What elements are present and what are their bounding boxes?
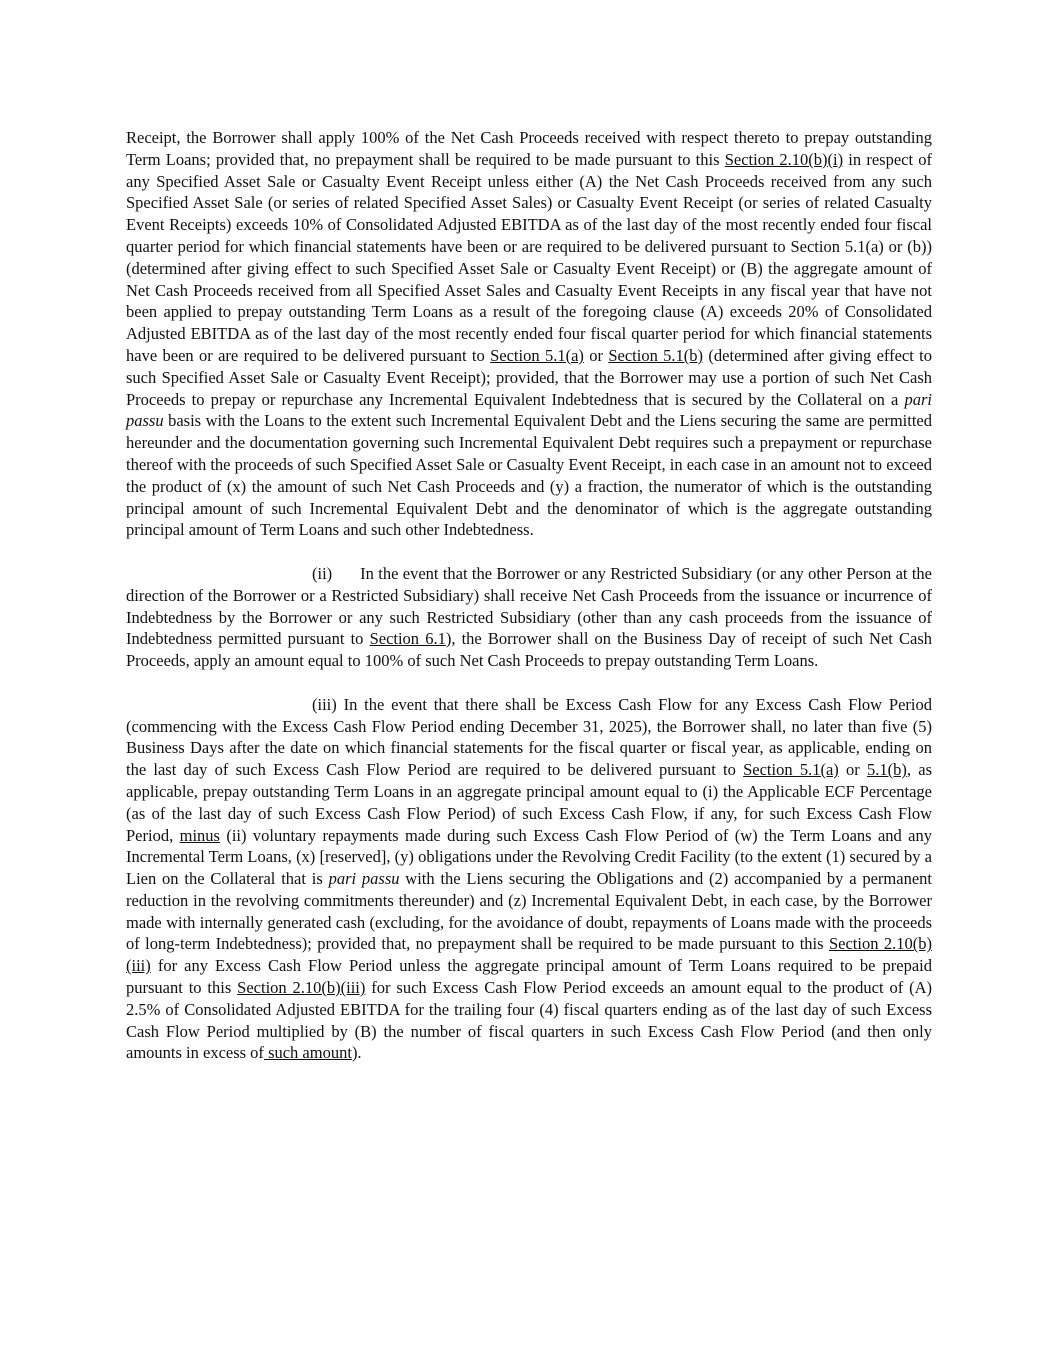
text-run: in respect of any Specified Asset Sale or Casualty Event Receipt unless either (A) the Net Cash Proceeds received from any such Specified Asset Sale (or series of related Specified Asset Sales) or Casualty Event Receipt (or series of related Casualty Event Receipts) exceeds 10% of Consolidated Adjusted EBITDA as of the last day of the most recently ended four fiscal quarter period for which financial statements have been or are required to be delivered pursuant to Section 5.1(a) or (b)) (determined after giving effect to such Specified Asset Sale or Casualty Event Receipt) or (B) the aggregate amount of Net Cash Proceeds received from all Specified Asset Sales and Casualty Event Receipts in any fiscal year that have not been applied to prepay outstanding Term Loans as a result of the foregoing clause (A) exceeds 20% of Consolidated Adjusted EBITDA as of the last day of the most recently ended four fiscal quarter period for which financial statements have been or are required to be delivered pursuant to <box>126 149 933 365</box>
paragraph-spacer <box>126 672 932 694</box>
text-run: for such Excess Cash Flow Period exceeds an amount equal to the product of (A) 2.5% of Consolidated Adjusted EBITDA for the trailing four (4) fiscal quarters ending as of the last day of such Excess Cash Flow Period multiplied by (B) the number of fiscal quarters in such Excess Cash Flow Period (and then only amounts in excess of <box>126 978 932 1063</box>
text-run: or <box>583 345 609 365</box>
text-run: (ii) voluntary repayments made during such Excess Cash Flow Period of (w) the Term Loans and any Incremental Term Loans, (x) [reserved], (y) obligations under the Revolving Credit Facility (to the extent (1) secured by a Lien on the Collateral that is <box>126 825 932 889</box>
paragraph-spacer <box>126 541 932 563</box>
clause-number: (ii) <box>312 563 333 583</box>
paragraph-asset-sale-prepayment <box>126 127 932 541</box>
text-run: (iii) In the event that there shall be Excess Cash Flow for any Excess Cash Flow Period (commencing with the Excess Cash Flow Period ending December 31, 2025), the Borrower shall, no later than five (5) Business Days after the date on which financial statements for the fiscal quarter or fiscal year, as applicable, ending on the last day of such Excess Cash Flow Period are required to be delivered pursuant to <box>126 694 932 780</box>
text-run: In the event that the Borrower or any Restricted Subsidiary (or any other Person at the direction of the Borrower or a Restricted Subsidiary) shall receive Net Cash Proceeds from the issuance or incurrence of Indebtedness by the Borrower or any such Restricted Subsidiary (other than any cash proceeds from the issuance of Indebtedness permitted pursuant to <box>126 563 932 649</box>
paragraph-excess-cash-flow <box>126 694 932 1065</box>
text-run: ). <box>351 1043 362 1063</box>
text-run: ), the Borrower shall on the Business Day of receipt of such Net Cash Proceeds, apply an amount equal to 100% of such Net Cash Proceeds to prepay outstanding Term Loans. <box>126 629 932 671</box>
italic-term: pari passu <box>126 389 932 431</box>
section-reference: 5.1(b) <box>867 760 907 780</box>
text-run: basis with the Loans to the extent such Incremental Equivalent Debt and the Liens securing the same are permitted hereunder and the documentation governing such Incremental Equivalent Debt requires such a prepayment or repurchase thereof with the proceeds of such Specified Asset Sale or Casualty Event Receipt, in each case in an amount not to exceed the product of (x) the amount of such Net Cash Proceeds and (y) a fraction, the numerator of which is the outstanding principal amount of such Incremental Equivalent Debt and the denominator of which is the aggregate outstanding principal amount of Term Loans and such other Indebtedness. <box>126 411 932 540</box>
section-reference: Section 5.1(a) <box>490 345 584 365</box>
paragraph-debt-issuance-prepayment <box>126 563 932 672</box>
text-run: (determined after giving effect to such Specified Asset Sale or Casualty Event Receipt); provided, that the Borrower may use a portion of such Net Cash Proceeds to prepay or repurchase any Incremental Equivalent Indebtedness that is secured by the Collateral on a <box>126 345 932 409</box>
section-reference: Section 2.10(b)(iii) <box>126 934 932 976</box>
section-reference: Section 5.1(b) <box>608 345 704 365</box>
section-reference: Section 2.10(b)(iii) <box>237 978 366 998</box>
underlined-term: minus <box>179 825 220 845</box>
section-reference: Section 2.10(b)(i) <box>724 149 844 169</box>
text-run: with the Liens securing the Obligations and (2) accompanied by a permanent reduction in the revolving commitments thereunder) and (z) Incremental Equivalent Debt, in each case, by the Borrower made with internally generated cash (excluding, for the avoidance of doubt, repayments of Loans made with the proceeds of long-term Indebtedness); provided that, no prepayment shall be required to be made pursuant to this <box>126 869 932 954</box>
text-run: , as applicable, prepay outstanding Term Loans in an aggregate principal amount equal to (i) the Applicable ECF Percentage (as of the last day of such Excess Cash Flow Period) of such Excess Cash Flow, if any, for such Excess Cash Flow Period, <box>126 760 932 845</box>
text-run: Receipt, the Borrower shall apply 100% of the Net Cash Proceeds received with respect thereto to prepay outstanding Term Loans; provided that, no prepayment shall be required to be made pursuant to this <box>126 128 932 169</box>
text-run: or <box>838 760 867 780</box>
underlined-term: such amount <box>263 1043 352 1063</box>
section-reference: Section 5.1(a) <box>743 760 839 780</box>
section-reference: Section 6.1 <box>369 629 446 649</box>
text-run: for any Excess Cash Flow Period unless the aggregate principal amount of Term Loans required to be prepaid pursuant to this <box>126 956 932 998</box>
document-page <box>126 127 932 1064</box>
italic-term: pari passu <box>328 869 400 889</box>
